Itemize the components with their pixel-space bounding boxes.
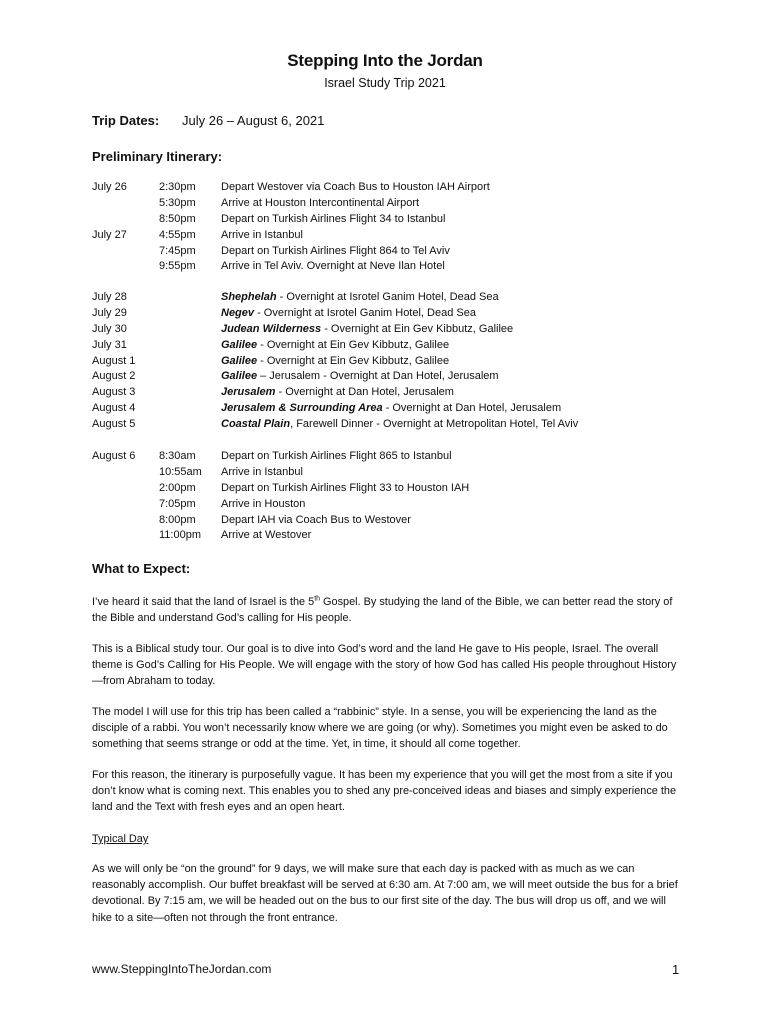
itinerary-date: July 26 (92, 181, 127, 193)
itinerary-region: Jerusalem & Surrounding Area (221, 402, 383, 415)
itinerary-overnight: - Overnight at Dan Hotel, Jerusalem (275, 386, 454, 399)
itinerary-activity: Depart Westover via Coach Bus to Houston IAH Airport (221, 181, 490, 193)
itinerary-region: Galilee (221, 370, 258, 383)
itinerary-date: August 3 (92, 386, 136, 399)
itinerary-overnight: - Overnight at Ein Gev Kibbutz, Galilee (321, 322, 514, 335)
itinerary-overnight: – Jerusalem - Overnight at Dan Hotel, Jerusalem (257, 370, 499, 383)
itinerary-activity: Depart on Turkish Airlines Flight 34 to Istanbul (221, 212, 446, 225)
itinerary-activity (221, 306, 476, 322)
itinerary-time: 2:30pm (159, 181, 196, 193)
itinerary-activity: Arrive in Houston (221, 497, 306, 510)
paragraph-itinerary-vague: For this reason, the itinerary is purposefully vague. It has been my experience that you will get the most from a site if you don’t know what is coming next. This enables you to shed any pre-conceived ideas and biases and simply experience the land and the Text with fresh eyes and an open heart. (92, 769, 676, 814)
itinerary-time: 8:50pm (159, 212, 196, 225)
page-number: 1 (672, 962, 680, 977)
itinerary-overnight: - Overnight at Dan Hotel, Jerusalem (382, 402, 562, 415)
itinerary-date: August 2 (92, 370, 136, 383)
itinerary-time: 5:30pm (159, 196, 196, 209)
itinerary-region: Judean Wilderness (221, 322, 322, 335)
expect-heading: What to Expect: (92, 561, 191, 576)
itinerary-activity (221, 354, 449, 370)
itinerary-date: August 5 (92, 418, 136, 431)
itinerary-region: Coastal Plain (221, 418, 291, 431)
itinerary-overnight: - Overnight at Isrotel Ganim Hotel, Dead Sea (276, 291, 499, 303)
itinerary-region: Jerusalem (221, 386, 276, 399)
itinerary-activity: Arrive in Istanbul (221, 228, 303, 241)
itinerary-activity (221, 401, 561, 417)
trip-dates-label: Trip Dates: (92, 113, 160, 128)
itinerary-activity: Arrive in Istanbul (221, 465, 303, 478)
itinerary-activity (221, 369, 499, 385)
itinerary-overnight: , Farewell Dinner - Overnight at Metropolitan Hotel, Tel Aviv (290, 418, 579, 431)
paragraph-typical-day: As we will only be “on the ground” for 9 days, we will make sure that each day is packed with as much as we can reasonably accomplish. Our buffet breakfast will be served at 6:30 am. At 7:00 am, we will meet outside the bus for a brief devotional. By 7:15 am, we will be headed out on the bus to our first site of the day. The bus will drop us off, and we will hike to a site—often not through the front entrance. (92, 863, 678, 924)
itinerary-activity: Arrive in Tel Aviv. Overnight at Neve Ilan Hotel (221, 260, 445, 273)
itinerary-date: July 28 (92, 291, 127, 303)
itinerary-activity: Depart on Turkish Airlines Flight 865 to Istanbul (221, 450, 452, 462)
itinerary-overnight: - Overnight at Isrotel Ganim Hotel, Dead Sea (254, 306, 476, 319)
ordinal-suffix: th (314, 595, 321, 603)
paragraph-study-tour: This is a Biblical study tour. Our goal is to dive into God’s word and the land He gave to His people, Israel. The overall theme is God’s Calling for His People. We will engage with the story of how God has called His people throughout History—from Abraham to today. (92, 643, 677, 688)
paragraph-text: Gospel. By studying the land of the Bible, we can better read the story of the Bible and understand God’s calling for His people. (92, 596, 673, 625)
typical-day-heading: Typical Day (92, 833, 149, 845)
itinerary-date: August 6 (92, 450, 136, 462)
itinerary-date: July 31 (92, 338, 127, 351)
footer-website-link[interactable]: www.SteppingIntoTheJordan.com (92, 962, 272, 976)
itinerary-time: 7:05pm (159, 497, 196, 510)
itinerary-activity (221, 385, 454, 401)
itinerary-activity (221, 322, 513, 338)
itinerary-heading: Preliminary Itinerary: (92, 149, 223, 164)
itinerary-overnight: - Overnight at Ein Gev Kibbutz, Galilee (257, 338, 450, 351)
itinerary-activity (221, 338, 449, 354)
itinerary-time: 9:55pm (159, 260, 196, 273)
paragraph-fifth-gospel (92, 594, 687, 626)
itinerary-region: Galilee (221, 338, 258, 351)
itinerary-activity: Arrive at Westover (221, 529, 312, 542)
itinerary-time: 8:00pm (159, 513, 196, 526)
itinerary-time: 4:55pm (159, 228, 196, 241)
trip-dates-value: July 26 – August 6, 2021 (182, 113, 325, 128)
itinerary-activity (221, 417, 578, 433)
itinerary-date: July 27 (92, 228, 127, 241)
itinerary-activity (221, 290, 499, 306)
itinerary-region: Negev (221, 306, 255, 319)
paragraph-rabbinic-style: The model I will use for this trip has been called a “rabbinic” style. In a sense, you will be experiencing the land as the disciple of a rabbi. You won’t necessarily know where we are going (or why). Sometimes you might even be asked to do something that seems strange or odd at the time. Yet, in time, it should all come together. (92, 706, 668, 751)
itinerary-region: Galilee (221, 354, 258, 367)
itinerary-date: July 30 (92, 322, 127, 335)
itinerary-activity: Arrive at Houston Intercontinental Airport (221, 196, 420, 209)
document-subtitle: Israel Study Trip 2021 (324, 76, 446, 90)
itinerary-date: July 29 (92, 306, 127, 319)
itinerary-activity: Depart IAH via Coach Bus to Westover (221, 513, 411, 526)
itinerary-time: 7:45pm (159, 244, 196, 257)
paragraph-text: I’ve heard it said that the land of Israel is the 5 (92, 596, 315, 608)
itinerary-region: Shephelah (221, 291, 277, 303)
itinerary-time: 8:30am (159, 450, 196, 462)
itinerary-activity: Depart on Turkish Airlines Flight 864 to Tel Aviv (221, 244, 450, 257)
itinerary-date: August 1 (92, 354, 136, 367)
itinerary-date: August 4 (92, 402, 136, 415)
itinerary-time: 2:00pm (159, 481, 196, 494)
itinerary-overnight: - Overnight at Ein Gev Kibbutz, Galilee (257, 354, 450, 367)
itinerary-activity: Depart on Turkish Airlines Flight 33 to Houston IAH (221, 481, 470, 494)
document-title: Stepping Into the Jordan (287, 51, 483, 70)
itinerary-time: 11:00pm (159, 529, 201, 542)
itinerary-time: 10:55am (159, 465, 202, 478)
